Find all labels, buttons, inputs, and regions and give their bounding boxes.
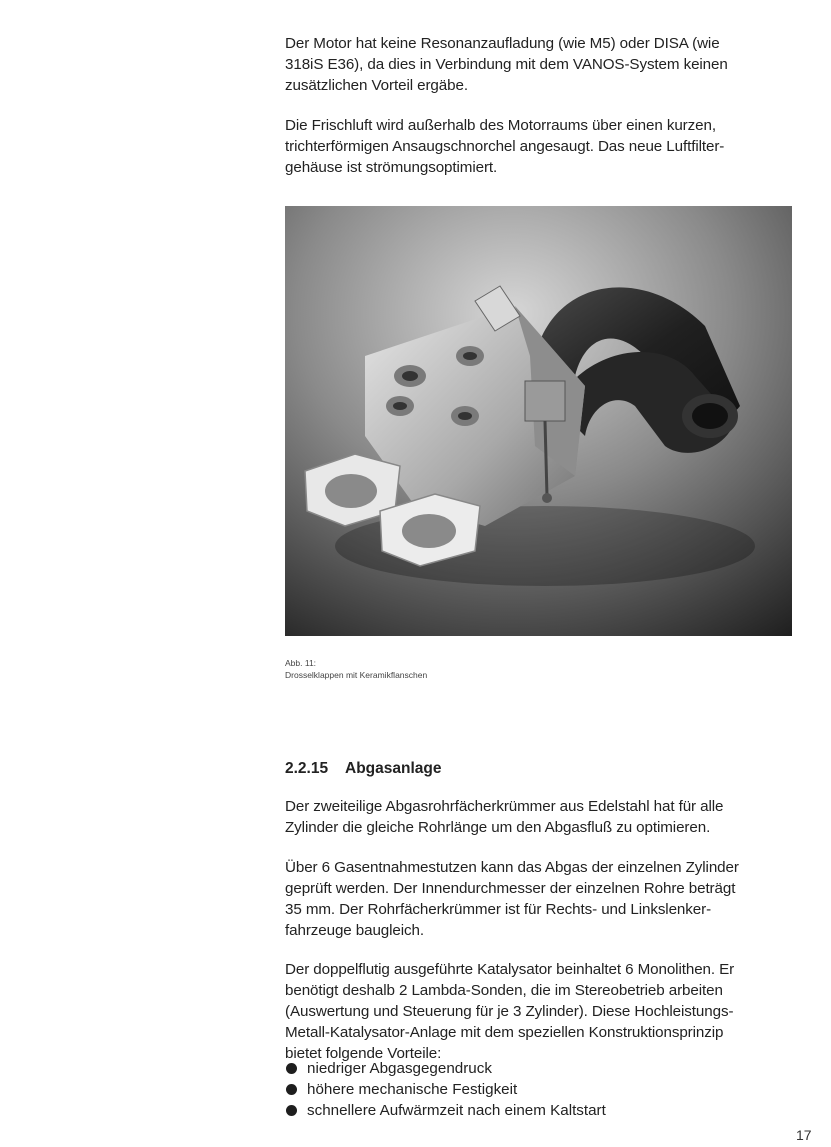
bullet-text: niedriger Abgasgegendruck xyxy=(307,1060,492,1077)
paragraph-catalyst: Der doppelflutig ausgeführte Katalysator beinhaltet 6 Monolithen. Er benötigt deshalb 2 Lambda-Sonden, die im Stereobetrieb arbeiten (Auswertung und Steuerung für je 3 Zylinder). Diese Hochleistungs- Metall-Katalysator-Anlage mit dem speziellen Konstruktionsprinzip bietet folgende Vorteile: xyxy=(285,961,735,1062)
bullet-dot-icon xyxy=(286,1063,297,1074)
gas-sampling-paragraph-block xyxy=(285,857,805,941)
list-item xyxy=(285,1100,805,1121)
caption-label: Abb. 11: xyxy=(285,658,317,668)
bullet-dot-icon xyxy=(286,1084,297,1095)
list-item xyxy=(285,1079,805,1100)
paragraph-gas-sampling: Über 6 Gasentnahmestutzen kann das Abgas der einzelnen Zylinder geprüft werden. Der Innendurchmesser der einzelnen Rohre beträgt 35 mm. Der Rohrfächerkrümmer ist für Rechts- und Linkslenker- fahrzeuge baugleich. xyxy=(285,859,739,939)
paragraph-resonance: Der Motor hat keine Resonanzaufladung (wie M5) oder DISA (wie 318iS E36), da dies in Verbindung mit dem VANOS-System keinen zusätzlichen Vorteil ergäbe. xyxy=(285,35,728,94)
paragraph-manifold: Der zweiteilige Abgasrohrfächerkrümmer aus Edelstahl hat für alle Zylinder die gleiche Rohrlänge um den Abgasfluß zu optimieren. xyxy=(285,798,724,836)
section-number: 2.2.15 xyxy=(285,760,329,777)
list-item xyxy=(285,1058,805,1079)
throttle-body-illustration xyxy=(285,206,792,636)
section-title: Abgasanlage xyxy=(345,760,442,777)
section-heading xyxy=(285,758,441,779)
throttle-body-photo xyxy=(285,206,792,636)
bullet-dot-icon xyxy=(286,1105,297,1116)
page-number: 17 xyxy=(796,1127,812,1143)
catalyst-paragraph-block xyxy=(285,959,805,1064)
advantages-list xyxy=(285,1058,805,1121)
paragraph-fresh-air: Die Frischluft wird außerhalb des Motorraums über einen kurzen, trichterförmigen Ansaugschnorchel angesaugt. Das neue Luftfilter- gehäuse ist strömungsoptimiert. xyxy=(285,117,725,176)
figure-caption xyxy=(285,657,427,681)
intro-paragraph xyxy=(285,33,805,96)
manifold-paragraph-block xyxy=(285,796,805,838)
bullet-text: höhere mechanische Festigkeit xyxy=(307,1081,518,1098)
caption-text: Drosselklappen mit Keramikflanschen xyxy=(285,670,428,680)
bullet-text: schnellere Aufwärmzeit nach einem Kaltstart xyxy=(307,1102,606,1119)
fresh-air-paragraph-block xyxy=(285,115,805,178)
